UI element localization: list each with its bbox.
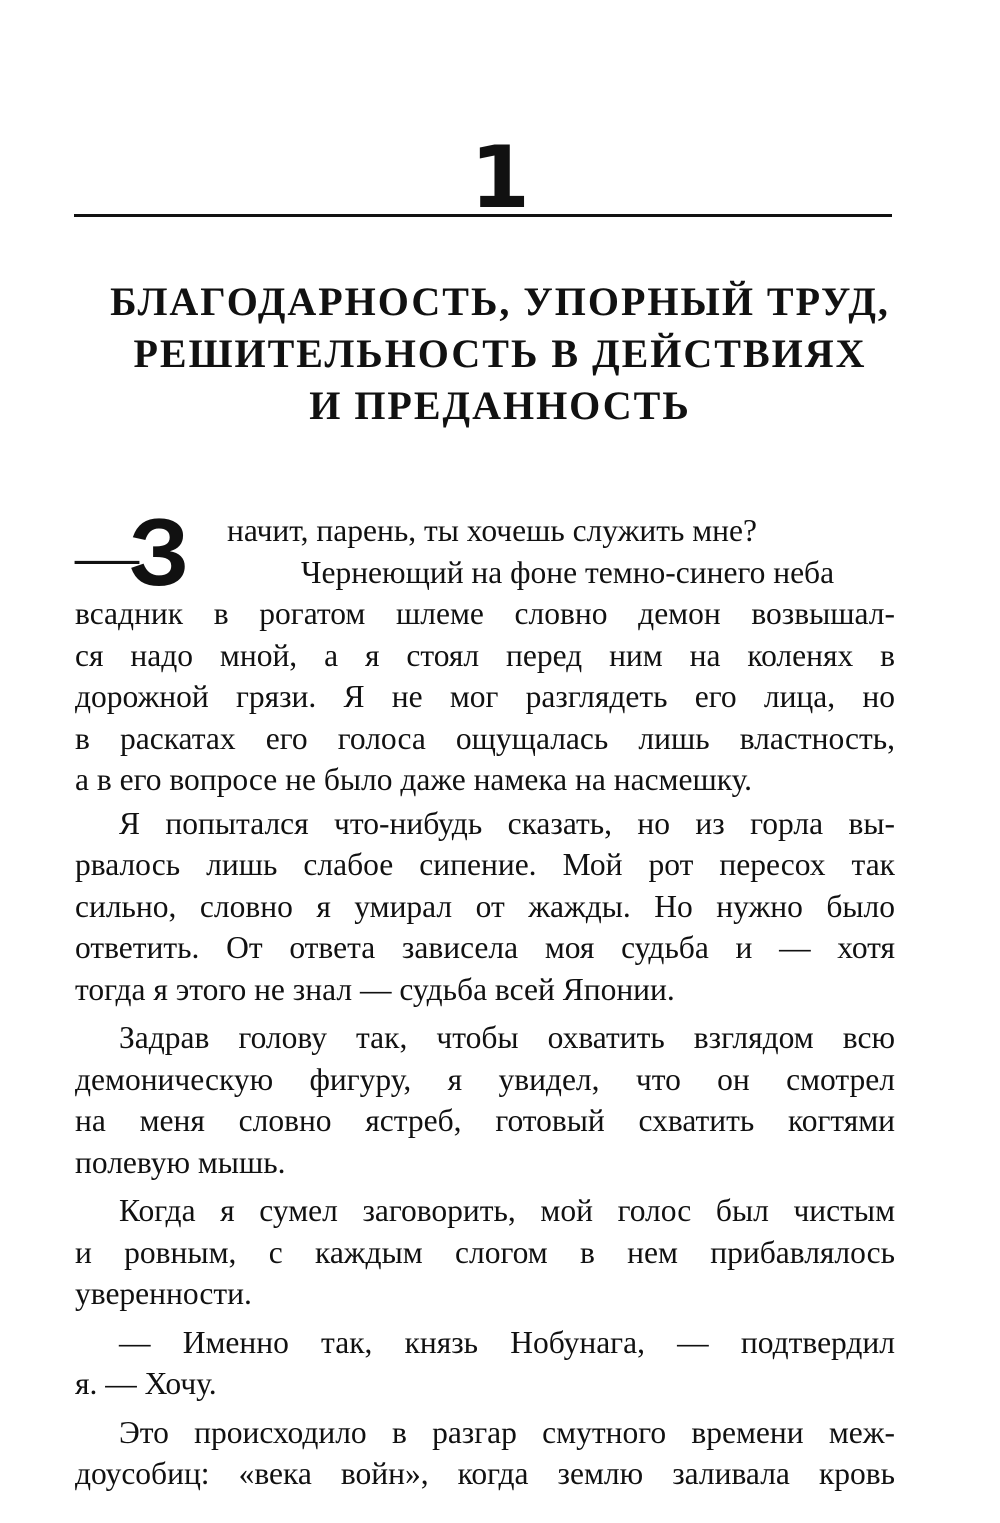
text-line: я. — Хочу.	[75, 1366, 217, 1401]
text-line: Когда я сумел заговорить, мой голос был чистым	[119, 1193, 895, 1228]
paragraph	[75, 803, 895, 1011]
chapter-title-line: БЛАГОДАРНОСТЬ, УПОРНЫЙ ТРУД,	[110, 279, 890, 324]
text-line: Задрав голову так, чтобы охватить взглядом всю	[119, 1020, 895, 1055]
text-line	[301, 552, 895, 594]
text-line: полевую мышь.	[75, 1144, 286, 1180]
text-line: дорожной грязи. Я не мог разглядеть его лица, но	[75, 679, 895, 714]
paragraph-opening	[75, 499, 895, 801]
text-line: сильно, словно я умирал от жажды. Но нужно было	[75, 888, 895, 924]
text-line: начит, парень, ты хочешь служить мне?	[227, 513, 757, 548]
paragraph	[75, 1412, 895, 1495]
body-text	[75, 499, 895, 1502]
paragraph	[75, 1190, 895, 1315]
chapter-title-line: И ПРЕДАННОСТЬ	[309, 383, 691, 428]
drop-cap-block	[75, 499, 895, 606]
text-line: Это происходило в разгар смутного времени меж-	[119, 1414, 895, 1450]
text-line: Я попытался что-нибудь сказать, но из горла вы-	[119, 805, 895, 841]
text-line: на меня словно ястреб, готовый схватить когтями	[75, 1103, 895, 1138]
text-line: — Именно так, князь Нобунага, — подтвердил	[119, 1324, 895, 1360]
text-line: тогда я этого не знал — судьба всей Японии.	[75, 971, 675, 1007]
text-line: доусобиц: «века войн», когда землю заливала кровь	[75, 1456, 895, 1491]
text-line: и ровным, с каждым слогом в нем прибавлялось	[75, 1234, 895, 1270]
text-line: в раскатах его голоса ощущалась лишь властность,	[75, 720, 895, 756]
paragraph	[75, 1017, 895, 1183]
text-line-content: Чернеющий на фоне темно-синего неба	[301, 554, 835, 590]
text-line: а в его вопросе не было даже намека на насмешку.	[75, 762, 753, 797]
chapter-divider-rule	[74, 214, 892, 217]
text-line: ся надо мной, а я стоял перед ним на коленях в	[75, 637, 895, 673]
text-line: уверенности.	[75, 1276, 252, 1311]
chapter-title	[60, 276, 940, 432]
text-line: демоническую фигуру, я увидел, что он смотрел	[75, 1061, 895, 1097]
chapter-number: 1	[470, 128, 530, 228]
paragraph-dialogue	[75, 1322, 895, 1405]
chapter-title-line: РЕШИТЕЛЬНОСТЬ В ДЕЙСТВИЯХ	[133, 331, 867, 376]
text-line: всадник в рогатом шлеме словно демон возвышал-	[75, 596, 895, 631]
drop-cap-letter: З	[129, 499, 190, 606]
opening-dash: —	[75, 520, 139, 591]
text-line: рвалось лишь слабое сипение. Мой рот пересох так	[75, 847, 895, 882]
text-line: ответить. От ответа зависела моя судьба и — хотя	[75, 930, 895, 965]
